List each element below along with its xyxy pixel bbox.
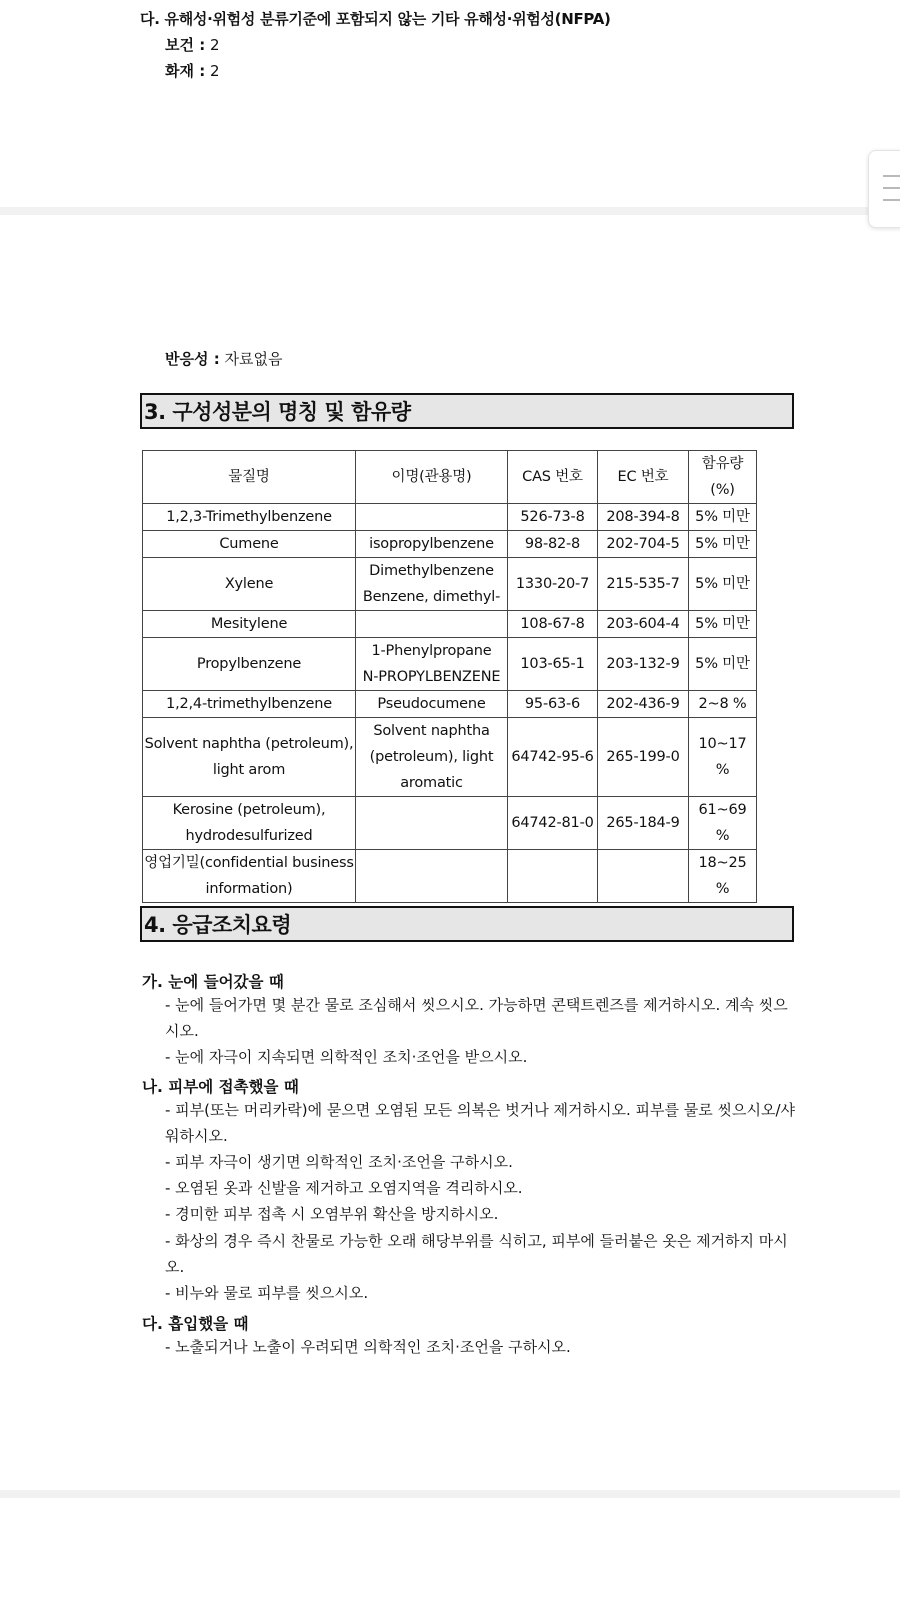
cell-line: Dimethylbenzene [369, 563, 494, 579]
cell-line: Solvent naphtha [373, 723, 490, 739]
cell-line: Pseudocumene [377, 696, 486, 712]
cell-alias [356, 504, 508, 531]
cell-ec-number: 202-436-9 [598, 691, 689, 718]
first-aid-item: - 경미한 피부 접촉 시 오염부위 확산을 방지하시오. [165, 1205, 499, 1223]
nfpa-heading: 다. 유해성·위험성 분류기준에 포함되지 않는 기타 유해성·위험성(NFPA) [140, 10, 611, 28]
cell-substance-name [143, 638, 356, 691]
first-aid-item: - 눈에 들어가면 몇 분간 물로 조심해서 씻으시오. 가능하면 콘택트렌즈를 제거하시오. 계속 씻으시오. [165, 996, 788, 1040]
section4-title: 4. 응급조치요령 [144, 913, 292, 937]
section3-title: 3. 구성성분의 명칭 및 함유량 [144, 400, 411, 424]
first-aid-item: - 피부(또는 머리카락)에 묻으면 오염된 모든 의복은 벗거나 제거하시오. 피부를 물로 씻으시오/샤워하시오. [165, 1101, 796, 1145]
cell-line: Solvent naphtha (petroleum), [144, 736, 354, 752]
nfpa-health-row [165, 34, 220, 55]
cell-line: 영업기밀(confidential business [144, 855, 354, 871]
cell-substance-name [143, 558, 356, 611]
table-row [143, 850, 757, 903]
cell-substance-name [143, 691, 356, 718]
cell-cas-number: 526-73-8 [508, 504, 598, 531]
column-header: CAS 번호 [508, 451, 598, 504]
table-row [143, 691, 757, 718]
cell-ec-number: 202-704-5 [598, 531, 689, 558]
cell-cas-number: 64742-81-0 [508, 797, 598, 850]
table-row [143, 638, 757, 691]
table-row [143, 531, 757, 558]
health-value: 2 [209, 36, 220, 54]
reactivity-value: 자료없음 [224, 350, 283, 368]
cell-cas-number: 98-82-8 [508, 531, 598, 558]
skin-subtitle: 나. 피부에 접촉했을 때 [142, 1078, 299, 1096]
reactivity-row [165, 348, 282, 369]
cell-line: information) [205, 881, 293, 897]
first-aid-item: - 눈에 자극이 지속되면 의학적인 조치·조언을 받으시오. [165, 1048, 528, 1066]
cell-line: 1,2,4-trimethylbenzene [166, 696, 332, 712]
cell-content: 18~25 % [689, 850, 757, 903]
cell-ec-number: 215-535-7 [598, 558, 689, 611]
table-row [143, 611, 757, 638]
cell-line: Kerosine (petroleum), [172, 802, 326, 818]
cell-substance-name [143, 531, 356, 558]
cell-substance-name [143, 797, 356, 850]
column-header: EC 번호 [598, 451, 689, 504]
cell-line: Benzene, dimethyl- [362, 589, 501, 605]
first-aid-item: - 노출되거나 노출이 우려되면 의학적인 조치·조언을 구하시오. [165, 1338, 571, 1356]
cell-line: 1,2,3-Trimethylbenzene [166, 509, 332, 525]
cell-ec-number: 208-394-8 [598, 504, 689, 531]
first-aid-item: - 피부 자극이 생기면 의학적인 조치·조언을 구하시오. [165, 1153, 513, 1171]
table-row [143, 718, 757, 797]
cell-ec-number: 265-199-0 [598, 718, 689, 797]
cell-line: light arom [212, 762, 286, 778]
cell-content: 5% 미만 [689, 611, 757, 638]
cell-cas-number: 1330-20-7 [508, 558, 598, 611]
cell-cas-number: 103-65-1 [508, 638, 598, 691]
cell-alias [356, 797, 508, 850]
reactivity-label: 반응성 : [165, 350, 220, 368]
inhale-subtitle: 다. 흡입했을 때 [142, 1315, 249, 1333]
cell-alias [356, 638, 508, 691]
cell-alias [356, 531, 508, 558]
cell-substance-name [143, 611, 356, 638]
cell-alias [356, 691, 508, 718]
cell-content: 5% 미만 [689, 558, 757, 611]
cell-substance-name [143, 850, 356, 903]
column-header: 물질명 [143, 451, 356, 504]
cell-cas-number: 64742-95-6 [508, 718, 598, 797]
cell-ec-number: 265-184-9 [598, 797, 689, 850]
first-aid-item: - 오염된 옷과 신발을 제거하고 오염지역을 격리하시오. [165, 1179, 523, 1197]
cell-alias [356, 558, 508, 611]
table-header-row [143, 451, 757, 504]
table-row [143, 558, 757, 611]
column-header: 이명(관용명) [356, 451, 508, 504]
column-header: 함유량(%) [689, 451, 757, 504]
cell-line: isopropylbenzene [369, 536, 494, 552]
cell-line: Cumene [219, 536, 279, 552]
cell-ec-number: 203-132-9 [598, 638, 689, 691]
cell-line: N-PROPYLBENZENE [362, 669, 501, 685]
cell-alias [356, 718, 508, 797]
first-aid-item: - 비누와 물로 피부를 씻으시오. [165, 1284, 369, 1302]
handle-line-icon [883, 175, 900, 177]
page-separator [0, 207, 900, 215]
fire-label: 화재 : [165, 62, 206, 80]
table-row [143, 504, 757, 531]
fire-value: 2 [209, 62, 220, 80]
cell-line: 1-Phenylpropane [371, 643, 492, 659]
cell-ec-number: 203-604-4 [598, 611, 689, 638]
cell-line: (petroleum), light [369, 749, 494, 765]
side-menu-handle[interactable] [868, 150, 900, 228]
handle-line-icon [883, 187, 900, 189]
cell-substance-name [143, 504, 356, 531]
section4-title-bar [140, 906, 794, 942]
cell-line: aromatic [400, 775, 463, 791]
cell-line: Propylbenzene [196, 656, 302, 672]
section3-title-bar [140, 393, 794, 429]
cell-content: 61~69 % [689, 797, 757, 850]
page-separator-bottom [0, 1490, 900, 1498]
table-row [143, 797, 757, 850]
cell-content: 5% 미만 [689, 638, 757, 691]
cell-cas-number: 95-63-6 [508, 691, 598, 718]
cell-alias [356, 611, 508, 638]
cell-content: 2~8 % [689, 691, 757, 718]
composition-table [142, 450, 757, 903]
handle-line-icon [883, 199, 900, 201]
cell-alias [356, 850, 508, 903]
eye-subtitle: 가. 눈에 들어갔을 때 [142, 973, 284, 991]
cell-cas-number: 108-67-8 [508, 611, 598, 638]
cell-content: 10~17 % [689, 718, 757, 797]
cell-line: Xylene [224, 576, 274, 592]
cell-cas-number [508, 850, 598, 903]
cell-content: 5% 미만 [689, 531, 757, 558]
cell-line: hydrodesulfurized [185, 828, 313, 844]
cell-line: Mesitylene [210, 616, 288, 632]
cell-content: 5% 미만 [689, 504, 757, 531]
first-aid-item: - 화상의 경우 즉시 찬물로 가능한 오래 해당부위를 식히고, 피부에 들러붙은 옷은 제거하지 마시오. [165, 1232, 788, 1276]
cell-ec-number [598, 850, 689, 903]
nfpa-fire-row [165, 60, 220, 81]
cell-substance-name [143, 718, 356, 797]
health-label: 보건 : [165, 36, 206, 54]
